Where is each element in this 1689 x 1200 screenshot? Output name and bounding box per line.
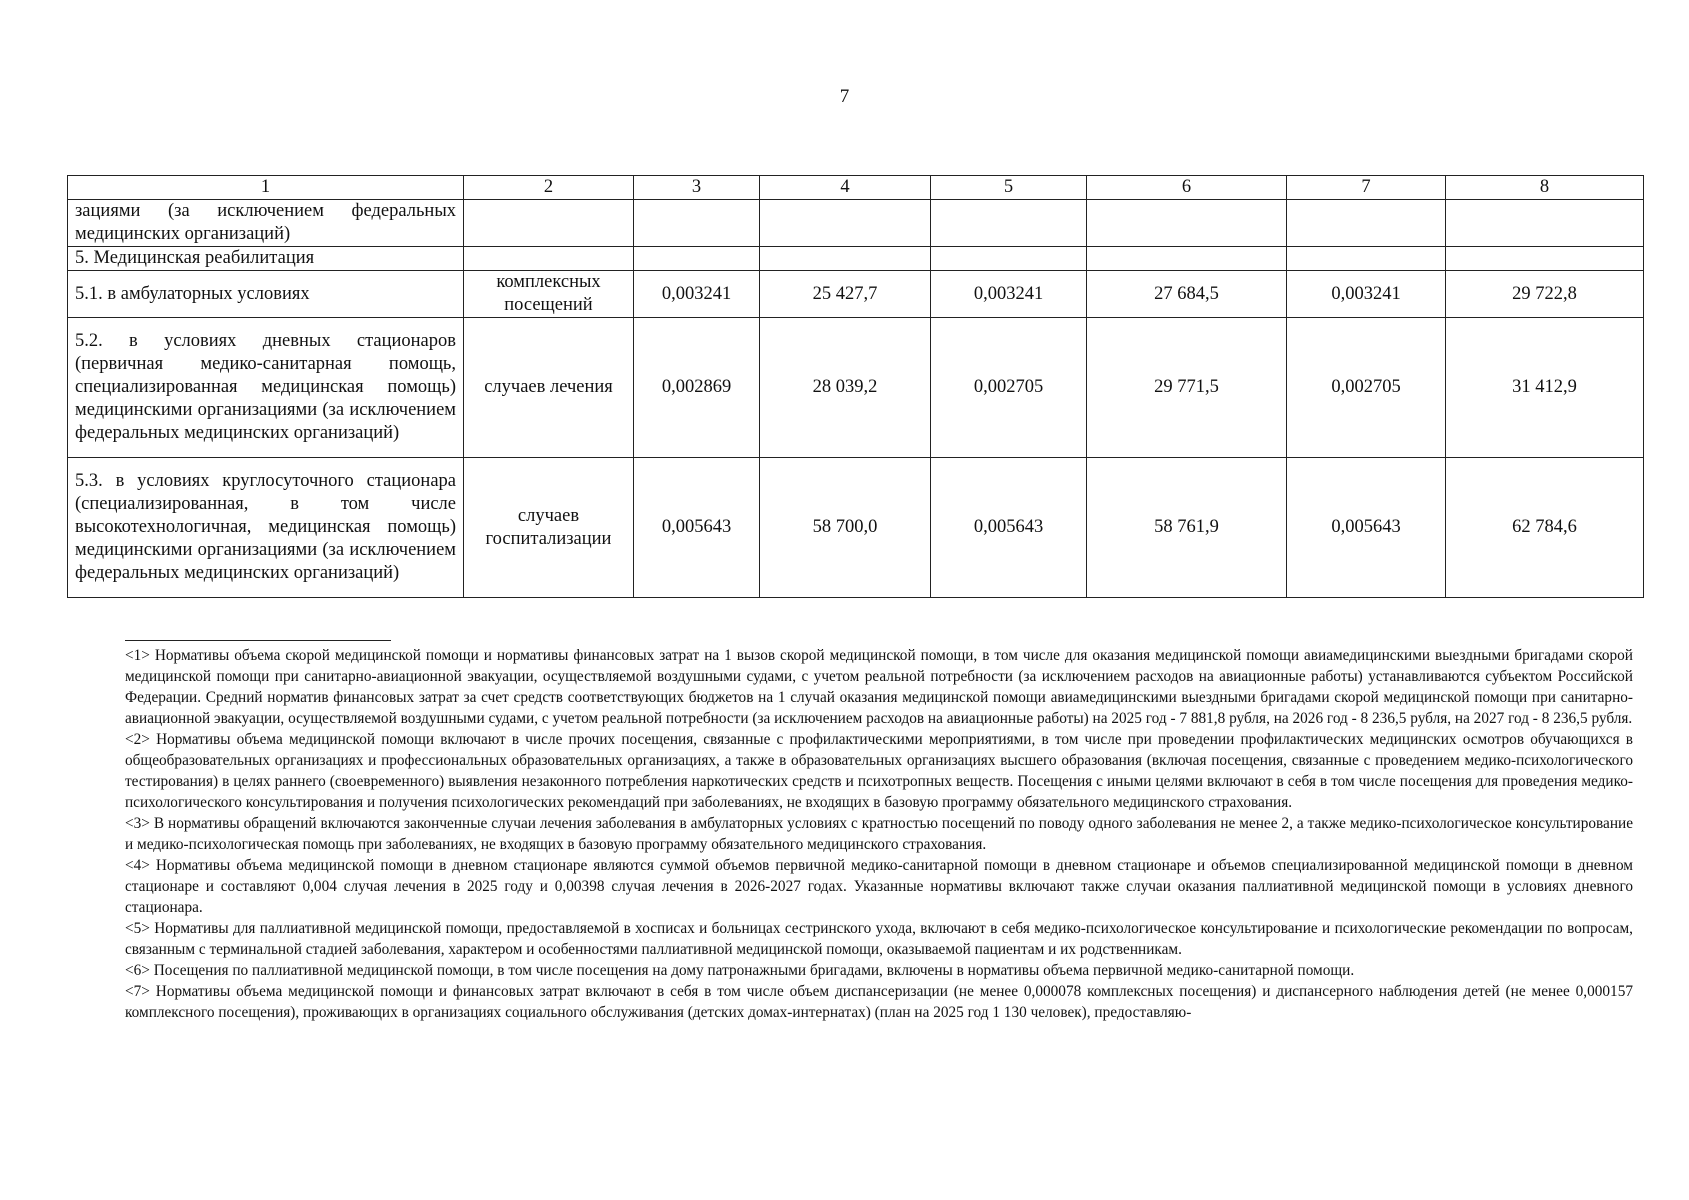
cell-value: 0,003241 bbox=[634, 271, 760, 318]
footnote-5: <5> Нормативы для паллиативной медицинской помощи, предоставляемой в хосписах и больницах сестринского ухода, включают в себя медико-психологическое консультирование и психологические рекомендации по вопросам, связанным с терминальной стадией заболевания, характером и особенностями паллиативной медицинской помощи, оказываемой пациентам и их родственникам. bbox=[125, 920, 1633, 958]
footnote-6: <6> Посещения по паллиативной медицинской помощи, в том числе посещения на дому патронажными бригадами, включены в нормативы объема первичной медико-санитарной помощи. bbox=[125, 962, 1355, 979]
table-row bbox=[68, 458, 1644, 598]
table-row bbox=[68, 247, 1644, 271]
row-name: зациями (за исключением федеральных медицинских организаций) bbox=[68, 200, 464, 247]
cell-value: 0,005643 bbox=[1287, 458, 1446, 598]
norms-table bbox=[67, 175, 1644, 598]
footnote-separator bbox=[125, 640, 391, 641]
cell-value: 28 039,2 bbox=[760, 318, 931, 458]
row-unit bbox=[464, 247, 634, 271]
footnotes bbox=[125, 645, 1633, 1023]
row-name: 5. Медицинская реабилитация bbox=[68, 247, 464, 271]
cell-value: 25 427,7 bbox=[760, 271, 931, 318]
cell-value bbox=[1287, 247, 1446, 271]
cell-value: 29 771,5 bbox=[1087, 318, 1287, 458]
column-number: 7 bbox=[1287, 176, 1446, 200]
table-row bbox=[68, 200, 1644, 247]
cell-value: 0,002869 bbox=[634, 318, 760, 458]
column-number: 5 bbox=[931, 176, 1087, 200]
cell-value: 0,005643 bbox=[634, 458, 760, 598]
cell-value: 0,003241 bbox=[931, 271, 1087, 318]
footnote-7: <7> Нормативы объема медицинской помощи и финансовых затрат включают в себя в том числе объем диспансеризации (не менее 0,000078 комплексных посещения) и диспансерного наблюдения детей (не менее 0,000157 комплексного посещения), проживающих в организациях социального обслуживания (детских домах-интернатах) (план на 2025 год 1 130 человек), предоставляю- bbox=[125, 983, 1633, 1021]
row-unit: комплексных посещений bbox=[464, 271, 634, 318]
cell-value: 0,005643 bbox=[931, 458, 1087, 598]
cell-value: 0,002705 bbox=[1287, 318, 1446, 458]
cell-value bbox=[634, 200, 760, 247]
cell-value bbox=[1087, 247, 1287, 271]
column-number: 4 bbox=[760, 176, 931, 200]
page-number: 7 bbox=[839, 86, 850, 107]
column-number: 2 bbox=[464, 176, 634, 200]
cell-value: 27 684,5 bbox=[1087, 271, 1287, 318]
column-number: 8 bbox=[1446, 176, 1644, 200]
cell-value bbox=[931, 247, 1087, 271]
cell-value bbox=[1446, 200, 1644, 247]
cell-value bbox=[634, 247, 760, 271]
footnote-1: <1> Нормативы объема скорой медицинской помощи и нормативы финансовых затрат на 1 вызов скорой медицинской помощи, в том числе для оказания медицинской помощи авиамедицинскими выездными бригадами скорой медицинской помощи при санитарно-авиационной эвакуации, осуществляемой воздушными судами, с учетом реальной потребности (за исключением расходов на авиационные работы) устанавливаются субъектом Российской Федерации. Средний норматив финансовых затрат за счет средств соответствующих бюджетов на 1 случай оказания медицинской помощи авиамедицинскими выездными бригадами скорой медицинской помощи при санитарно-авиационной эвакуации, осуществляемой воздушными судами, с учетом реальной потребности (за исключением расходов на авиационные работы) на 2025 год - 7 881,8 рубля, на 2026 год - 8 236,5 рубля, на 2027 год - 8 236,5 рубля. bbox=[125, 647, 1633, 727]
row-name: 5.2. в условиях дневных стационаров (первичная медико-санитарная помощь, специализированная медицинская помощь) медицинскими организациями (за исключением федеральных медицинских организаций) bbox=[68, 318, 464, 458]
cell-value: 0,002705 bbox=[931, 318, 1087, 458]
cell-value: 29 722,8 bbox=[1446, 271, 1644, 318]
table-row bbox=[68, 318, 1644, 458]
row-unit: случаев лечения bbox=[464, 318, 634, 458]
table-header-row bbox=[68, 176, 1644, 200]
column-number: 3 bbox=[634, 176, 760, 200]
footnote-4: <4> Нормативы объема медицинской помощи в дневном стационаре являются суммой объемов первичной медико-санитарной помощи в дневном стационаре и объемов специализированной медицинской помощи в дневном стационаре и составляют 0,004 случая лечения в 2025 году и 0,00398 случая лечения в 2026-2027 годах. Указанные нормативы включают также случаи оказания паллиативной медицинской помощи в условиях дневного стационара. bbox=[125, 857, 1633, 916]
cell-value bbox=[760, 247, 931, 271]
row-unit bbox=[464, 200, 634, 247]
cell-value: 62 784,6 bbox=[1446, 458, 1644, 598]
cell-value: 58 761,9 bbox=[1087, 458, 1287, 598]
cell-value bbox=[1446, 247, 1644, 271]
footnote-2: <2> Нормативы объема медицинской помощи включают в числе прочих посещения, связанные с профилактическими мероприятиями, в том числе при проведении профилактических медицинских осмотров обучающихся в общеобразовательных организациях и профессиональных образовательных организациях, а также в образовательных организациях высшего образования (включая посещения, связанные с проведением медико-психологического тестирования) в целях раннего (своевременного) выявления незаконного потребления наркотических средств и психотропных веществ. Посещения с иными целями включают в себя в том числе посещения для проведения медико-психологического консультирования и получения психологических рекомендаций при заболеваниях, не входящих в базовую программу обязательного медицинского страхования. bbox=[125, 731, 1633, 811]
cell-value: 31 412,9 bbox=[1446, 318, 1644, 458]
cell-value bbox=[1287, 200, 1446, 247]
column-number: 6 bbox=[1087, 176, 1287, 200]
cell-value bbox=[760, 200, 931, 247]
table-row bbox=[68, 271, 1644, 318]
footnote-3: <3> В нормативы обращений включаются законченные случаи лечения заболевания в амбулаторных условиях с кратностью посещений по поводу одного заболевания не менее 2, а также медико-психологическое консультирование и медико-психологическая помощь при заболеваниях, не входящих в базовую программу обязательного медицинского страхования. bbox=[125, 815, 1633, 853]
cell-value: 0,003241 bbox=[1287, 271, 1446, 318]
cell-value: 58 700,0 bbox=[760, 458, 931, 598]
cell-value bbox=[1087, 200, 1287, 247]
row-name: 5.1. в амбулаторных условиях bbox=[68, 271, 464, 318]
row-name: 5.3. в условиях круглосуточного стационара (специализированная, в том числе высокотехнологичная, медицинская помощь) медицинскими организациями (за исключением федеральных медицинских организаций) bbox=[68, 458, 464, 598]
column-number: 1 bbox=[68, 176, 464, 200]
cell-value bbox=[931, 200, 1087, 247]
row-unit: случаев госпитализации bbox=[464, 458, 634, 598]
